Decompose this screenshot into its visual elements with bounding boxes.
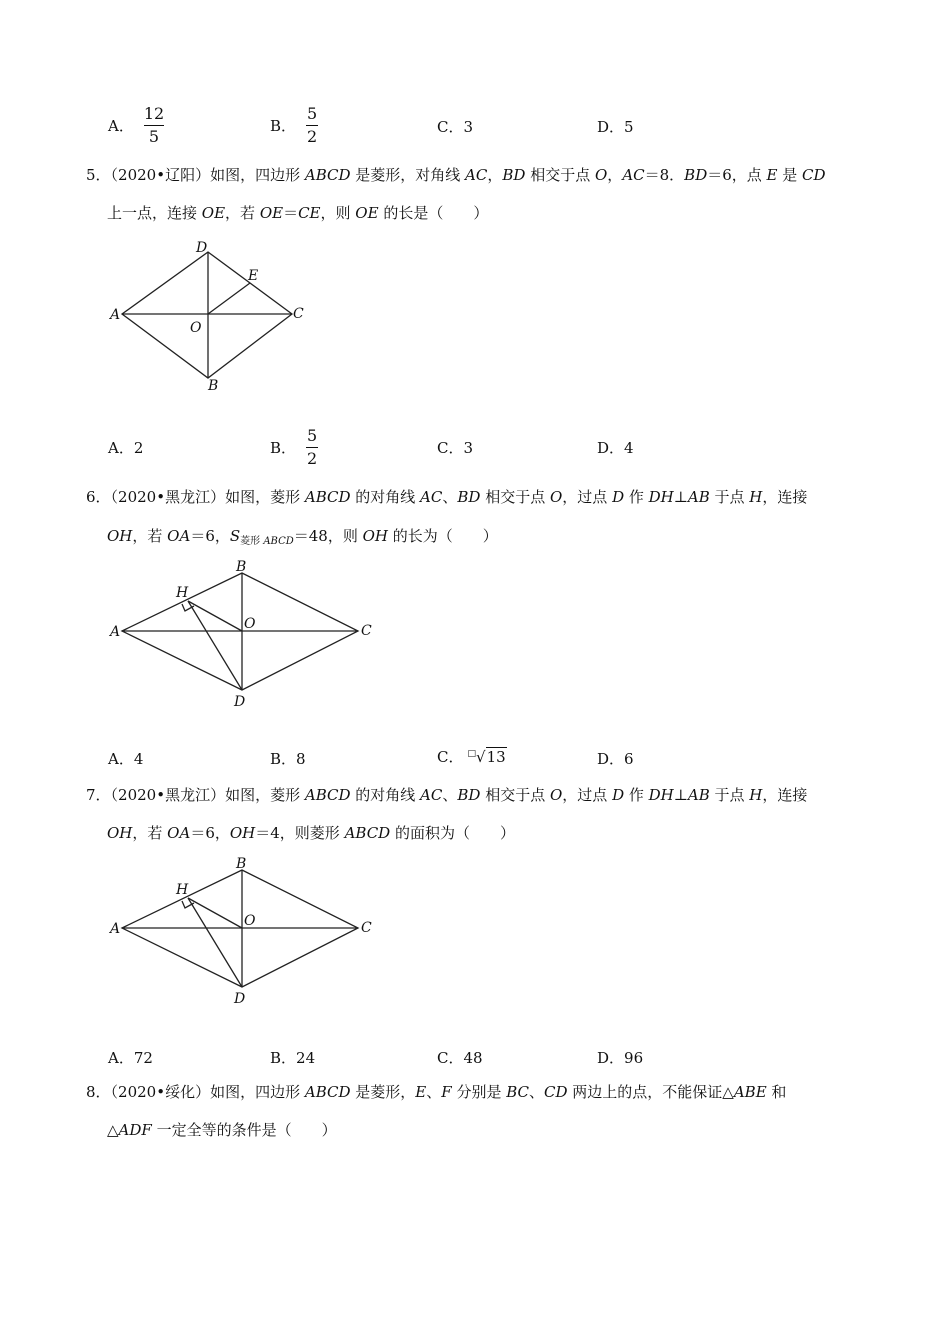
- q5-label-e: E: [248, 268, 259, 284]
- q7-option-c: C．48: [437, 1049, 483, 1067]
- q7-right-angle-mark: [182, 901, 194, 908]
- q4-option-a-fraction: $\frac{12}{5}$: [143, 104, 165, 146]
- q7-option-a: A．72: [108, 1049, 153, 1067]
- q6-rhombus-figure: [100, 555, 390, 715]
- q6-label-h: H: [176, 585, 189, 601]
- q7-line2: OH，若 OA＝6，OH＝4，则菱形 ABCD 的面积为（ ）: [107, 824, 515, 842]
- q7-label-a: A: [110, 921, 121, 937]
- q7-label-h: H: [176, 882, 189, 898]
- q7-source: （2020•黑龙江）: [110, 786, 226, 804]
- q5-segment-oe: [208, 283, 250, 314]
- q7-label-c: C: [361, 920, 372, 936]
- q6-option-d: D．6: [597, 750, 634, 768]
- q5-rhombus-figure: [100, 232, 320, 397]
- q6-label-d: D: [234, 694, 246, 710]
- q6-line1: 6．（2020•黑龙江）如图，菱形 ABCD 的对角线 AC、BD 相交于点 O，过点 D 作 DH⊥AB 于点 H，连接: [86, 488, 808, 506]
- q6-label-b: B: [236, 559, 247, 575]
- q4-option-c: C．3: [437, 118, 474, 136]
- q4-option-b-fraction: $\frac{5}{2}$: [306, 104, 318, 146]
- q6-label-o: O: [244, 616, 256, 632]
- q4-option-d: D．5: [597, 118, 634, 136]
- q8-line2: △ADF 一定全等的条件是（ ）: [107, 1121, 337, 1139]
- q8-line1: 8．（2020•绥化）如图，四边形 ABCD 是菱形，E、F 分别是 BC、CD 两边上的点，不能保证△ABE 和: [86, 1083, 787, 1101]
- q5-option-b: B． $\frac{5}{2}$: [270, 426, 318, 468]
- q6-segment-oh: [188, 601, 242, 631]
- q5-label-b: B: [208, 378, 219, 394]
- q7-line1: 7．（2020•黑龙江）如图，菱形 ABCD 的对角线 AC、BD 相交于点 O，过点 D 作 DH⊥AB 于点 H，连接: [86, 786, 808, 804]
- q8-source: （2020•绥化）: [110, 1083, 211, 1101]
- q5-rhombus-outline: [122, 252, 292, 378]
- q7-label-d: D: [234, 991, 246, 1007]
- q7-option-b: B．24: [270, 1049, 316, 1067]
- q4-option-a: A． $\frac{12}{5}$: [108, 104, 165, 146]
- q6-source: （2020•黑龙江）: [110, 488, 226, 506]
- q6-option-a: A．4: [108, 750, 144, 768]
- q7-label-o: O: [244, 913, 256, 929]
- q6-option-b: B．8: [270, 750, 306, 768]
- q4-option-b: B． $\frac{5}{2}$: [270, 104, 318, 146]
- q5-option-c: C．3: [437, 439, 474, 457]
- q5-line1: 5．（2020•辽阳）如图，四边形 ABCD 是菱形，对角线 AC，BD 相交于点 O，AC＝8．BD＝6，点 E 是 CD: [86, 166, 826, 184]
- q6-label-c: C: [361, 623, 372, 639]
- q5-label-o: O: [190, 320, 202, 336]
- q6-option-c: C． □√13: [437, 748, 506, 766]
- q5-label-a: A: [110, 307, 121, 323]
- q6-line2: OH，若 OA＝6，$S_{菱形}$ $_{ABCD}$＝48，则 OH 的长为（ ）: [107, 527, 498, 547]
- q6-label-a: A: [110, 624, 121, 640]
- q5-option-d: D．4: [597, 439, 634, 457]
- q5-option-b-fraction: $\frac{5}{2}$: [306, 426, 318, 468]
- q6-right-angle-mark: [182, 604, 194, 611]
- q7-segment-oh: [188, 898, 242, 928]
- q5-label-c: C: [293, 306, 304, 322]
- q7-rhombus-figure: [100, 852, 390, 1012]
- q7-option-d: D．96: [597, 1049, 644, 1067]
- q7-label-b: B: [236, 856, 247, 872]
- q5-line2: 上一点，连接 OE，若 OE＝CE，则 OE 的长是（ ）: [107, 204, 489, 222]
- q5-label-d: D: [196, 240, 208, 256]
- q6-option-c-radical: □√13: [467, 748, 506, 766]
- q5-source: （2020•辽阳）: [110, 166, 211, 184]
- q5-option-a: A．2: [108, 439, 144, 457]
